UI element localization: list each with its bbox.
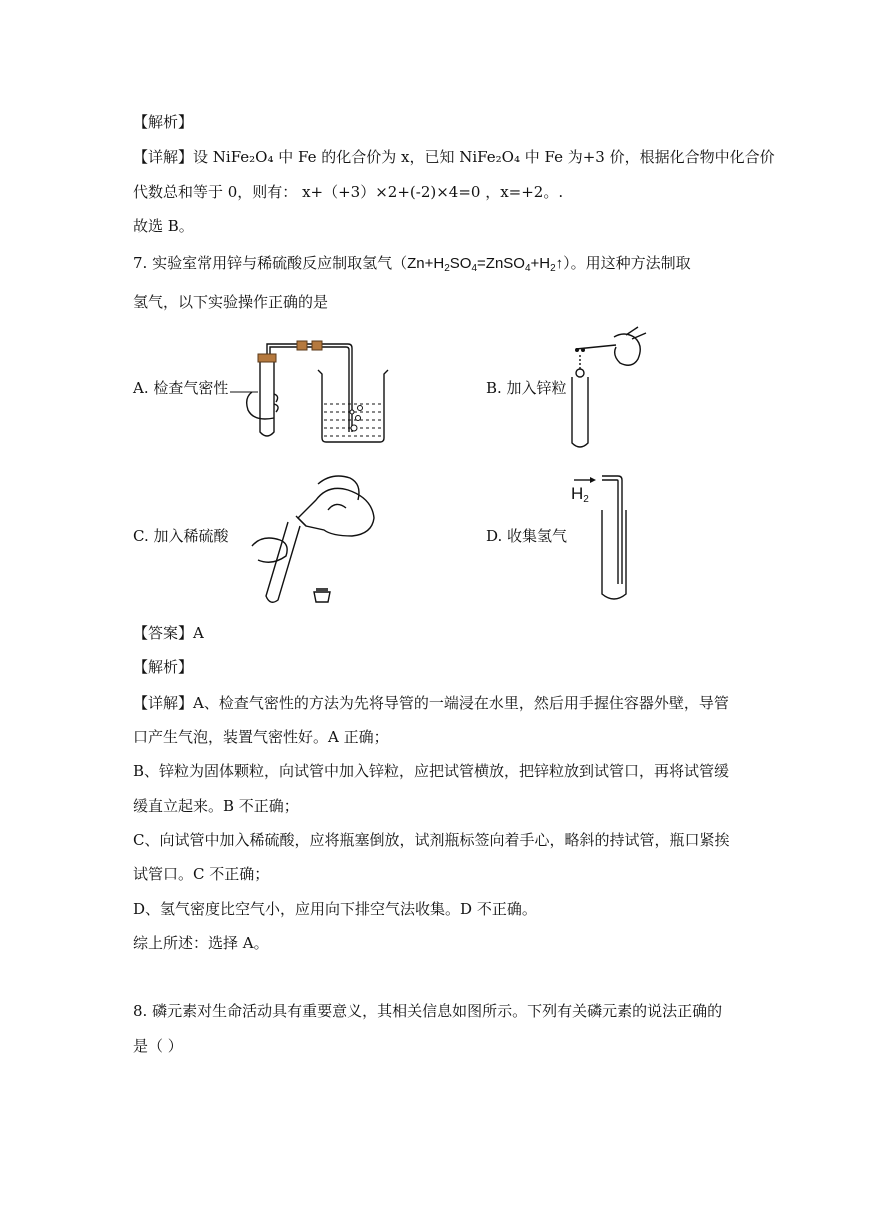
q7-stem-suffix: ）。用这种方法制取 [563,254,691,272]
q7-option-b-label: B. 加入锌粒 [486,379,567,397]
q7-analysis-heading: 【解析】 [133,658,194,676]
q6-detail-line1: 【详解】设 NiFe₂O₄ 中 Fe 的化合价为 x，已知 NiFe₂O₄ 中 Fe 为+3 价，根据化合物中化合价 [133,148,775,166]
q7-stem-prefix: 7. 实验室常用锌与稀硫酸反应制取氢气（ [133,254,408,272]
q7-detail-c-line1: C、向试管中加入稀硫酸，应将瓶塞倒放，试剂瓶标签向着手心，略斜的持试管，瓶口紧挨 [133,831,730,849]
q7-stem-line2: 氢气，以下实验操作正确的是 [133,293,329,311]
q6-detail-line2: 代数总和等于 0，则有： x+（+3）×2+(-2)×4=0 ，x=+2。. [133,183,564,201]
q7-detail-b-line1: B、锌粒为固体颗粒，向试管中加入锌粒，应把试管横放，把锌粒放到试管口，再将试管缓 [133,762,730,780]
figure-a-airtightness-check [230,332,400,447]
q8-stem-line2: 是（ ） [133,1037,183,1055]
q7-detail-a-line1: 【详解】A、检查气密性的方法为先将导管的一端浸在水里，然后用手握住容器外壁，导管 [133,694,729,712]
q7-detail-a-line2: 口产生气泡，装置气密性好。A 正确； [133,728,389,746]
q7-detail-d: D、氢气密度比空气小，应用向下排空气法收集。D 不正确。 [133,900,537,918]
q7-equation: $Zn+H_2SO_4=ZnSO_4+H_2↑$ [407,255,564,274]
q7-stem-line1 [133,253,691,274]
q7-detail-b-line2: 缓直立起来。B 不正确； [133,797,299,815]
q7-option-d-label: D. 收集氢气 [486,527,568,545]
q7-option-a-label: A. 检查气密性 [133,379,229,397]
figure-d-h2-label: $H_2$ [571,484,589,505]
figure-c-add-acid [232,470,382,610]
q7-summary: 综上所述：选择 A。 [133,934,269,952]
q7-detail-c-line2: 试管口。C 不正确； [133,865,270,883]
q7-option-c-label: C. 加入稀硫酸 [133,527,229,545]
q6-conclusion: 故选 B。 [133,217,194,235]
q8-stem-line1: 8. 磷元素对生命活动具有重要意义，其相关信息如图所示。下列有关磷元素的说法正确的 [133,1002,723,1020]
figure-b-add-zinc [566,325,656,450]
q6-analysis-heading: 【解析】 [133,113,194,131]
q7-answer: 【答案】A [133,624,204,642]
